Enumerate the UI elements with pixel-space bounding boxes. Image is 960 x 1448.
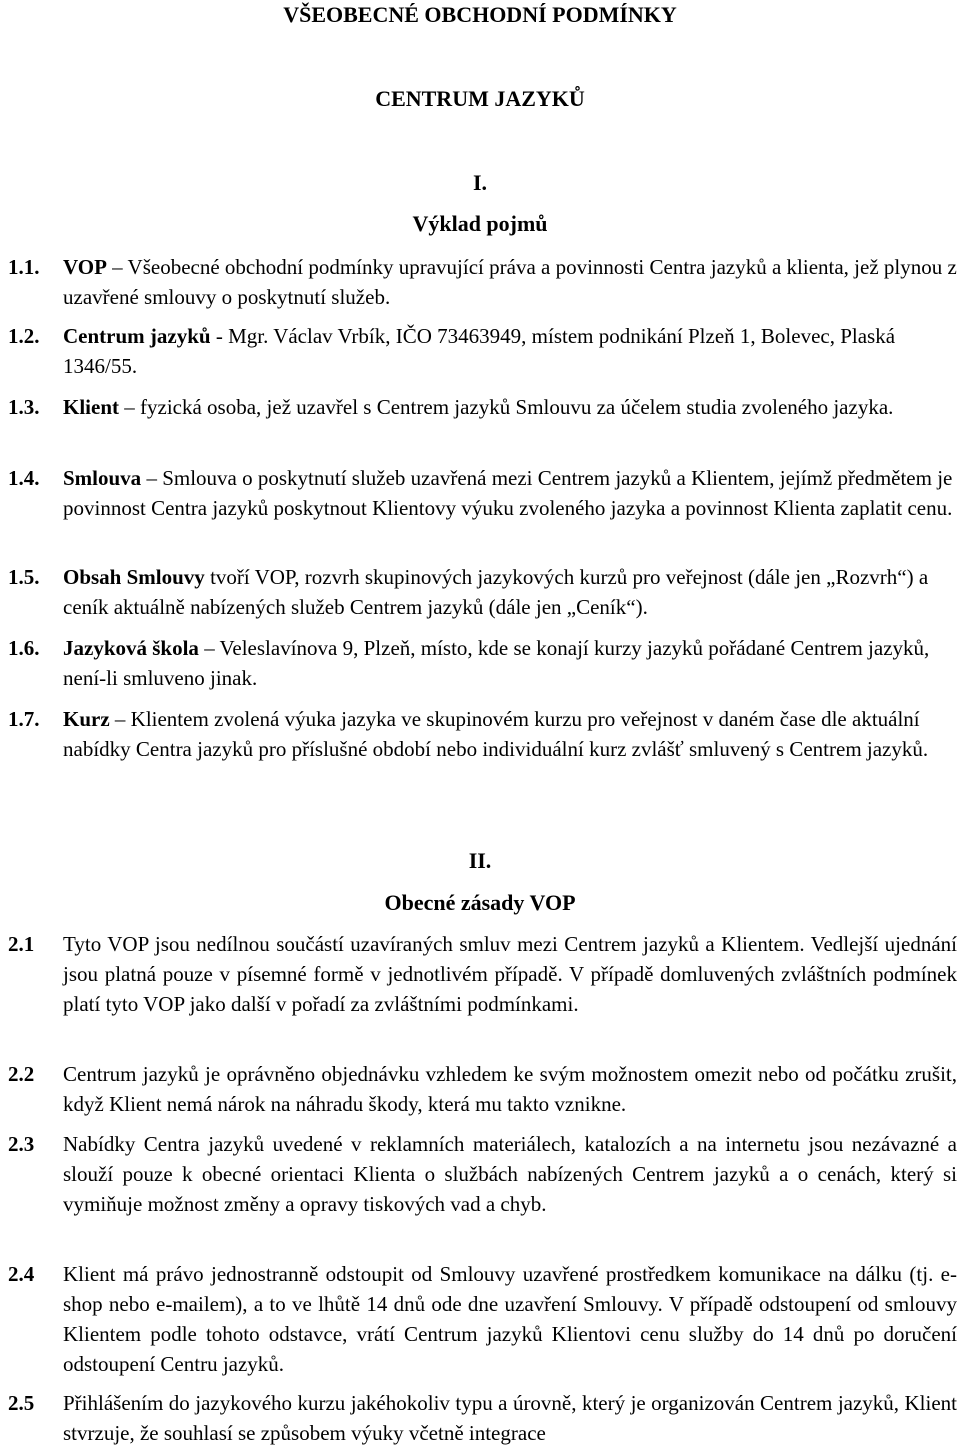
- item-term: Klient: [63, 395, 119, 419]
- item-term: Obsah Smlouvy: [63, 565, 205, 589]
- document-title: VŠEOBECNÉ OBCHODNÍ PODMÍNKY: [283, 2, 677, 27]
- item-description: – Veleslavínova 9, Plzeň, místo, kde se konají kurzy jazyků pořádané Centrem jazyků, není-li smluveno jinak.: [63, 636, 930, 690]
- item-number: 1.5.: [8, 565, 40, 589]
- item-term: Smlouva: [63, 466, 142, 490]
- item-term: Jazyková škola: [63, 636, 199, 660]
- item-description: tvoří VOP, rozvrh skupinových jazykových kurzů pro veřejnost (dále jen „Rozvrh“) a ceník aktuálně nabízených služeb Centrem jazyků (dále jen „Ceník“).: [63, 565, 929, 619]
- item-number: 2.3: [8, 1132, 35, 1156]
- item-description: – Smlouva o poskytnutí služeb uzavřená mezi Centrem jazyků a Klientem, jejímž předmětem je povinnost Centra jazyků poskytnout Klientovy výuku zvoleného jazyka a povinnost Klienta zaplatit cenu.: [63, 466, 953, 520]
- item-description: – fyzická osoba, jež uzavřel s Centrem jazyků Smlouvu za účelem studia zvoleného jazyka.: [119, 395, 894, 419]
- item-number: 1.7.: [8, 707, 40, 731]
- section-1-heading: Výklad pojmů: [412, 211, 548, 236]
- item-term: Kurz: [63, 707, 110, 731]
- item-number: 2.1: [8, 932, 35, 956]
- item-text: [63, 252, 957, 312]
- item-number: 1.2.: [8, 324, 40, 348]
- item-text: [63, 633, 957, 693]
- item-text: Přihlášením do jazykového kurzu jakéhokoliv typu a úrovně, který je organizován Centrem jazyků, Klient stvrzuje, že souhlasí se způsobem výuky včetně integrace: [63, 1391, 957, 1445]
- item-text: Centrum jazyků je oprávněno objednávku vzhledem ke svým možnostem omezit nebo od počátku zrušit, když Klient nemá nárok na náhradu škody, která mu takto vznikne.: [63, 1062, 957, 1116]
- item-text: Tyto VOP jsou nedílnou součástí uzavíraných smluv mezi Centrem jazyků a Klientem. Vedlejší ujednání jsou platná pouze v písemné formě v jednotlivém případě. V případě domluvených zvláštních podmínek platí tyto VOP jako další v pořadí za zvláštními podmínkami.: [63, 932, 957, 1016]
- item-number: 1.1.: [8, 255, 40, 279]
- item-text: [63, 392, 957, 422]
- item-number: 2.4: [8, 1262, 35, 1286]
- item-number: 2.2: [8, 1062, 35, 1086]
- item-text: [63, 704, 957, 764]
- item-description: – Všeobecné obchodní podmínky upravující práva a povinnosti Centra jazyků a klienta, jež plynou z uzavřené smlouvy o poskytnutí služeb.: [63, 255, 957, 309]
- item-text: [63, 463, 957, 523]
- section-2-heading: Obecné zásady VOP: [384, 890, 576, 915]
- item-text: Nabídky Centra jazyků uvedené v reklamních materiálech, katalozích a na internetu jsou nezávazné a slouží pouze k obecné orientaci Klienta o službách nabízených Centrem jazyků a o cenách, který si vymiňuje možnost změny a opravy tiskových vad a chyb.: [63, 1132, 957, 1216]
- item-number: 1.3.: [8, 395, 40, 419]
- section-1-numeral: I.: [472, 170, 488, 195]
- item-text: Klient má právo jednostranně odstoupit od Smlouvy uzavřené prostředkem komunikace na dálku (tj. e-shop nebo e-mailem), a to ve lhůtě 14 dnů ode dne uzavření Smlouvy. V případě odstoupení od smlouvy Klientem podle tohoto odstavce, vrátí Centrum jazyků Klientovi cenu služby do 14 dnů po doručení odstoupení Centru jazyků.: [63, 1262, 957, 1376]
- item-text: [63, 562, 957, 622]
- item-number: 2.5: [8, 1391, 35, 1415]
- item-term: Centrum jazyků: [63, 324, 211, 348]
- item-number: 1.4.: [8, 466, 40, 490]
- section-2-numeral: II.: [468, 848, 492, 873]
- item-term: VOP: [63, 255, 107, 279]
- document-subtitle: CENTRUM JAZYKŮ: [375, 86, 585, 111]
- item-number: 1.6.: [8, 636, 40, 660]
- item-description: – Klientem zvolená výuka jazyka ve skupinovém kurzu pro veřejnost v daném čase dle aktuální nabídky Centra jazyků pro příslušné období nebo individuální kurz zvlášť smluvený s Centrem jazyků.: [63, 707, 929, 761]
- item-text: [63, 321, 957, 381]
- item-description: - Mgr. Václav Vrbík, IČO 73463949, místem podnikání Plzeň 1, Bolevec, Plaská 1346/55.: [63, 324, 896, 378]
